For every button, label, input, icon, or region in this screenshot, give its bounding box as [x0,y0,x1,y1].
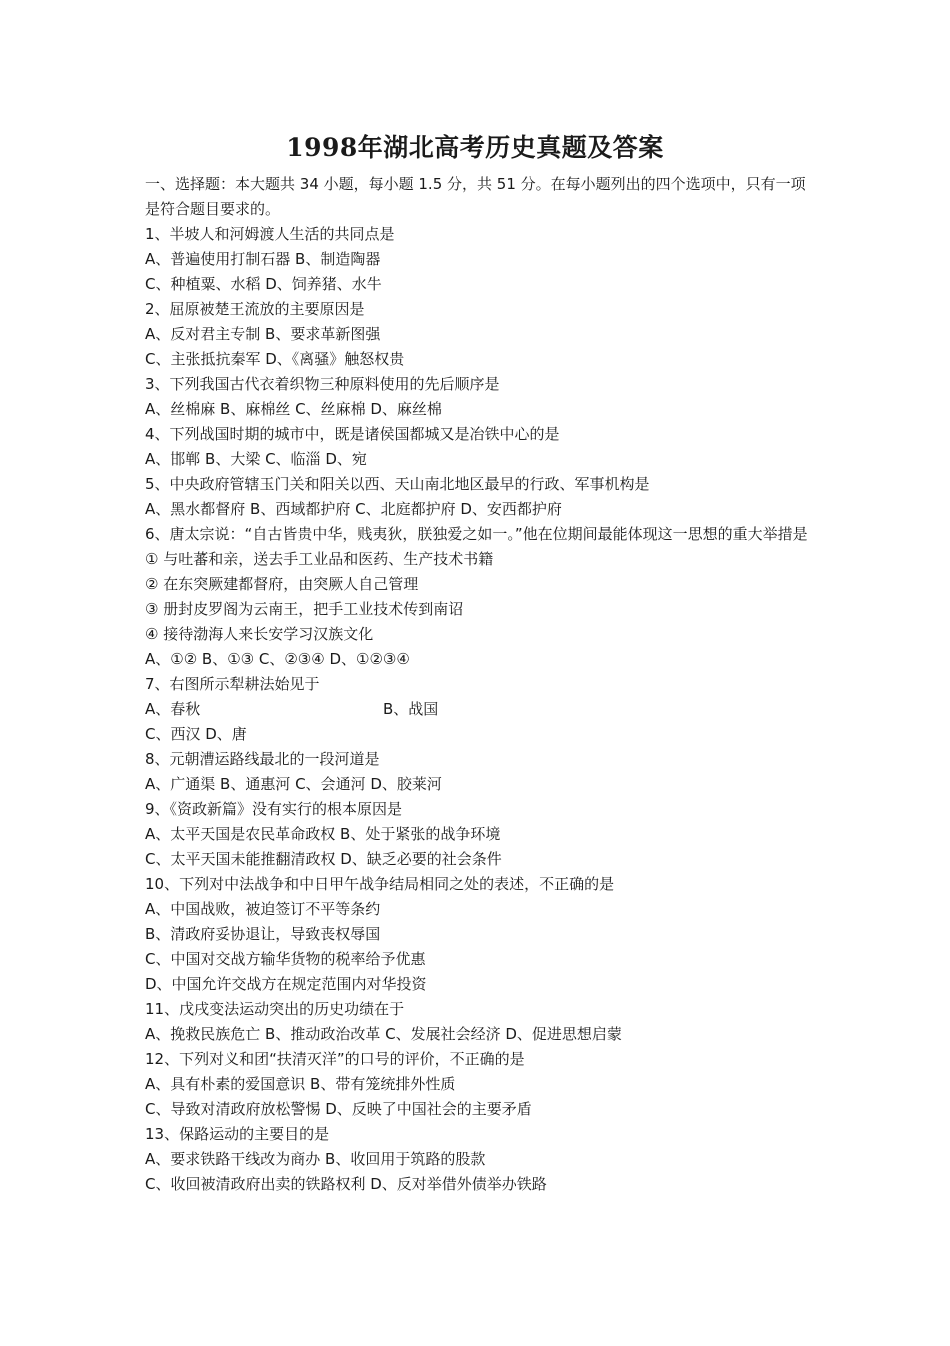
text-line: A、反对君主专制 B、要求革新图强 [145,325,381,343]
text-line: A、邯郸 B、大梁 C、临淄 D、宛 [145,450,367,468]
question-6-stem: 6、唐太宗说：“自古皆贵中华，贱夷狄，朕独爱之如一。”他在位期间最能体现这一思想的重大举措是 [145,525,808,543]
text-line: 8、元朝漕运路线最北的一段河道是 [145,750,380,768]
text-line: A、普遍使用打制石器 B、制造陶器 [145,250,381,268]
text-line: C、导致对清政府放松警惕 D、反映了中国社会的主要矛盾 [145,1100,532,1118]
text-line: A、广通渠 B、通惠河 C、会通河 D、胶莱河 [145,775,442,793]
page-title: 1998年湖北高考历史真题及答案 [286,133,664,162]
question-block-1 [145,222,810,522]
question-block-3 [145,722,810,1197]
question-7-option-b: B、战国 [383,700,439,718]
text-line: ④ 接待渤海人来长安学习汉族文化 [145,625,374,643]
text-line: A、中国战败，被迫签订不平等条约 [145,900,381,918]
text-line: 11、戊戌变法运动突出的历史功绩在于 [145,1000,405,1018]
text-line: A、黑水都督府 B、西域都护府 C、北庭都护府 D、安西都护府 [145,500,562,518]
text-line: A、太平天国是农民革命政权 B、处于紧张的战争环境 [145,825,501,843]
question-7-option-a: A、春秋 [145,700,201,718]
text-line: C、西汉 D、唐 [145,725,247,743]
text-line: 9、《资政新篇》没有实行的根本原因是 [145,800,403,818]
text-line: D、中国允许交战方在规定范围内对华投资 [145,975,427,993]
text-line: ③ 册封皮罗阁为云南王，把手工业技术传到南诏 [145,600,464,618]
text-line: 12、下列对义和团“扶清灭洋”的口号的评价，不正确的是 [145,1050,525,1068]
text-line: 10、下列对中法战争和中日甲午战争结局相同之处的表述，不正确的是 [145,875,615,893]
question-block-2 [145,547,810,697]
text-line: A、①② B、①③ C、②③④ D、①②③④ [145,650,410,668]
text-line: 5、中央政府管辖玉门关和阳关以西、天山南北地区最早的行政、军事机构是 [145,475,650,493]
text-line: 7、右图所示犁耕法始见于 [145,675,320,693]
text-line: B、清政府妥协退让，导致丧权辱国 [145,925,381,943]
text-line: 2、屈原被楚王流放的主要原因是 [145,300,365,318]
text-line: C、中国对交战方输华货物的税率给予优惠 [145,950,426,968]
question-7-options-row [145,697,810,722]
text-line: 3、下列我国古代衣着织物三种原料使用的先后顺序是 [145,375,500,393]
text-line: 1、半坡人和河姆渡人生活的共同点是 [145,225,395,243]
text-line: C、主张抵抗秦军 D、《离骚》触怒权贵 [145,350,405,368]
text-line: A、丝棉麻 B、麻棉丝 C、丝麻棉 D、麻丝棉 [145,400,442,418]
document-body [145,172,810,1197]
text-line: C、种植粟、水稻 D、饲养猪、水牛 [145,275,382,293]
text-line: ① 与吐蕃和亲，送去手工业品和医药、生产技术书籍 [145,550,494,568]
text-line: A、要求铁路干线改为商办 B、收回用于筑路的股款 [145,1150,486,1168]
text-line: A、具有朴素的爱国意识 B、带有笼统排外性质 [145,1075,456,1093]
text-line: 13、保路运动的主要目的是 [145,1125,330,1143]
text-line: C、收回被清政府出卖的铁路权利 D、反对举借外债举办铁路 [145,1175,547,1193]
text-line: ② 在东突厥建都督府，由突厥人自己管理 [145,575,419,593]
text-line: C、太平天国未能推翻清政权 D、缺乏必要的社会条件 [145,850,502,868]
text-line: A、挽救民族危亡 B、推动政治改革 C、发展社会经济 D、促进思想启蒙 [145,1025,622,1043]
section-header: 一、选择题：本大题共 34 小题，每小题 1.5 分，共 51 分。在每小题列出的四个选项中，只有一项是符合题目要求的。 [145,175,806,218]
text-line: 4、下列战国时期的城市中，既是诸侯国都城又是冶铁中心的是 [145,425,560,443]
